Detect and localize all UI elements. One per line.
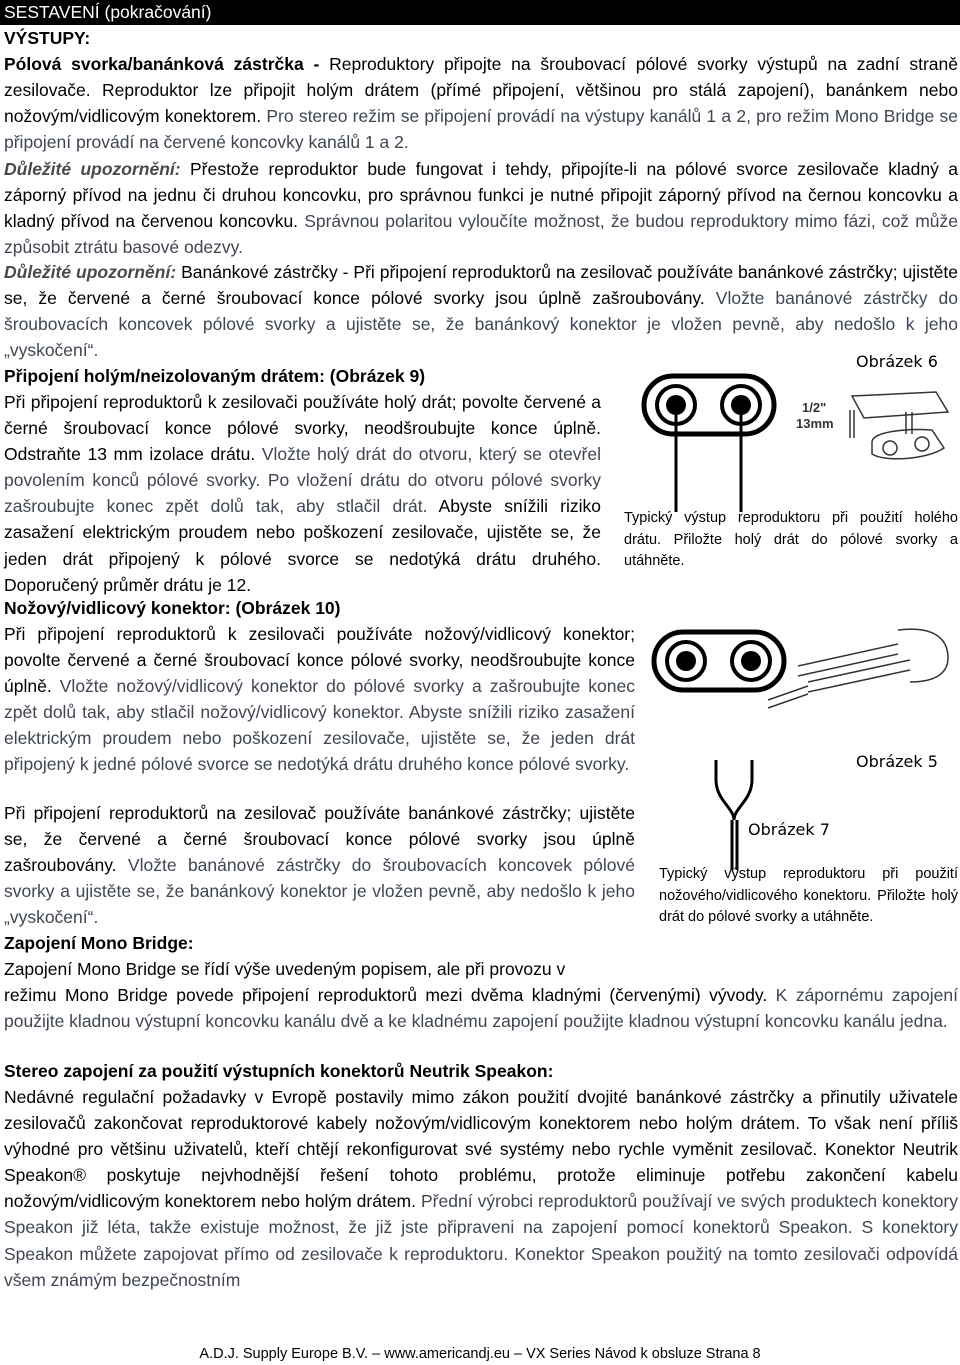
banana-paragraph (4, 800, 635, 930)
mono-bridge-text-a: režimu Mono Bridge povede připojení reproduktorů mezi dvěma kladnými (červenými) vývody. (4, 985, 768, 1005)
banana-text-a: Při připojení reproduktorů na zesilovač používáte banánkové zástrčky; ujistěte se, že červené a černé šroubovací konce pólové svorky jsou úplně zašroubovány. (4, 803, 635, 876)
figure-7-label: Obrázek 7 (748, 820, 830, 839)
spade-connector-drawing (716, 760, 752, 870)
warning-1-label: Důležité upozornění: (4, 159, 181, 179)
warning-2-text-b: Vložte banánové zástrčky do šroubovacích koncovek pólové svorky a ujistěte se, že banánkový konektor je vložen pevně, aby nedošlo k jeho „vyskočení“. (4, 288, 959, 361)
spade-heading: Nožový/vidlicový konektor: (Obrázek 10) (4, 598, 341, 618)
section-header (0, 0, 960, 25)
outputs-heading: VÝSTUPY: (4, 28, 91, 48)
speakon-text-a: Nedávné regulační požadavky v Evropě postavily mimo zákon použití dvojité banánkové zástrčky a přinutily uživatele zesilovačů zakončovat reproduktorové kabely nožovým/vidlicovým konektorem nebo holým drátem. To však není příliš výhodné pro většinu uživatelů, kteří chtějí rekonfigurovat své systémy nebo rychle vyměnit zesilovač. Konektor Neutrik Speakon® poskytuje nejvhodnější řešení tohoto problému, protože eliminuje potřebu zakončení kabelu nožovým/vidlicovým konektorem nebo holým drátem. (4, 1087, 958, 1212)
measure-13mm: 13mm (796, 416, 834, 431)
binding-post-lead: Pólová svorka/banánková zástrčka - (4, 54, 320, 74)
spade-text-b: Vložte nožový/vidlicový konektor do pólové svorky a zašroubujte konec zpět dolů tak, aby stlačil nožový/vidlicový konektor. Abyste snížili riziko zasažení elektrickým proudem nebo poškození zesilovače, ujistěte se, že jeden drát připojený k jedné pólové svorce se nedotýká drátu druhého konce pólové svorky. (4, 676, 635, 775)
warning-paragraph-2 (4, 259, 958, 363)
mono-bridge-paragraph (4, 982, 958, 1034)
warning-2-label: Důležité upozornění: (4, 262, 177, 282)
binding-post-text-b: Pro stereo režim se připojení provádí na výstupy kanálů 1 a 2, pro režim Mono Bridge se připojení provádí na červené koncovky kanálů 1 a 2. (4, 106, 958, 153)
speakon-heading: Stereo zapojení za použití výstupních konektorů Neutrik Speakon: (4, 1061, 554, 1081)
binding-post-plate-fig5 (654, 632, 784, 690)
figure-6-illustration (636, 372, 960, 512)
section-title: SESTAVENÍ (pokračování) (4, 2, 212, 22)
warning-1-text-b: Správnou polaritou vyloučíte možnost, že budou reproduktory mimo fázi, což může způsobit ztrátu basové odezvy. (4, 211, 958, 258)
binding-post-text-a: Reproduktory připojte na šroubovací pólové svorky výstupů na zadní straně zesilovače. Reproduktor lze připojit holým drátem (přímé připojení, většinou pro stálá zapojení), banánkem nebo nožovým/vidlicovým konektorem. (4, 54, 958, 127)
bare-wire-text-a: Při připojení reproduktorů k zesilovači používáte holý drát; povolte červené a černé šroubovací konce pólové svorky, neodšroubujte konce úplně. Odstraňte 13 mm izolace drátu. (4, 392, 601, 465)
figure-7-caption: Typický výstup reproduktoru při použití nožového/vidlicového konektoru. Přiložte holý drát do pólové svorky a utáhněte. (659, 866, 958, 925)
spade-text-a: Při připojení reproduktorů k zesilovači používáte nožový/vidlicový konektor; povolte červené a černé šroubovací konce pólové svorky, neodšroubujte konce úplně. (4, 624, 635, 697)
measure-half-inch: 1/2" (802, 400, 827, 415)
speakon-paragraph (4, 1084, 958, 1293)
mono-bridge-line1: Zapojení Mono Bridge se řídí výše uvedeným popisem, ale při provozu v (4, 959, 566, 979)
bare-wire-paragraph (4, 389, 601, 598)
warning-1-text-a: Přestože reproduktor bude fungovat i tehdy, připojíte-li na pólové svorce zesilovače kladný a záporný přívod na jednu či druhou koncovku, pro správnou funkci je nutné připojit záporný přívod na černou koncovku a kladný přívod na červenou koncovku. (4, 159, 958, 232)
binding-post-plate-fig6 (644, 376, 774, 434)
bare-wire-heading: Připojení holým/neizolovaným drátem: (Obrázek 9) (4, 366, 426, 386)
page-footer: A.D.J. Supply Europe B.V. – www.americandj.eu – VX Series Návod k obsluze Strana 8 (199, 1346, 761, 1362)
figure-5-illustration (648, 622, 960, 762)
spade-paragraph (4, 621, 635, 778)
figure-5-label: Obrázek 5 (856, 752, 938, 771)
figure-6-caption: Typický výstup reproduktoru při použití holého drátu. Přiložte holý drát do pólové svorky a utáhněte. (624, 510, 958, 569)
warning-paragraph-1 (4, 156, 958, 260)
figure-6-label: Obrázek 6 (856, 352, 938, 371)
mono-bridge-text-b: K zápornému zapojení použijte kladnou výstupní koncovku kanálu dvě a ke kladnému zapojení použijte kladnou výstupní koncovku kanálu jedna. (4, 985, 958, 1032)
mono-bridge-heading: Zapojení Mono Bridge: (4, 933, 194, 953)
banana-text-b: Vložte banánové zástrčky do šroubovacích koncovek pólové svorky a ujistěte se, že banánkový konektor je vložen pevně, aby nedošlo k jeho „vyskočení“. (4, 855, 635, 928)
bare-wire-text-c: Abyste snížili riziko zasažení elektrickým proudem nebo poškození zesilovače, ujistěte se, že jeden drát připojený k pólové svorce se nedotýká drátu druhého. Doporučený průměr drátu je 12. (4, 496, 601, 595)
bare-wire-text-b: Vložte holý drát do otvoru, který se otevřel povolením konců pólové svorky. Po vložení drátu do otvoru pólové svorky zašroubujte konec zpět dolů tak, aby stlačil drát. (4, 444, 601, 517)
speakon-text-b: Přední výrobci reproduktorů používají ve svých produktech konektory Speakon již léta, takže existuje možnost, že již jste připraveni na zapojení pomocí konektorů Speakon. S konektory Speakon můžete zapojovat přímo od zesilovače k reproduktoru. Konektor Speakon použitý na tomto zesilovači odpovídá všem známým bezpečnostním (4, 1191, 958, 1290)
binding-post-paragraph (4, 51, 958, 155)
figure-7-illustration (690, 760, 780, 870)
banana-plug-drawing (768, 629, 948, 708)
stripped-wire-drawing (850, 392, 948, 459)
warning-2-text-a: Banánkové zástrčky - Při připojení reproduktorů na zesilovač používáte banánkové zástrčky; ujistěte se, že červené a černé šroubovací konce pólové svorky jsou úplně zašroubovány. (4, 262, 959, 309)
